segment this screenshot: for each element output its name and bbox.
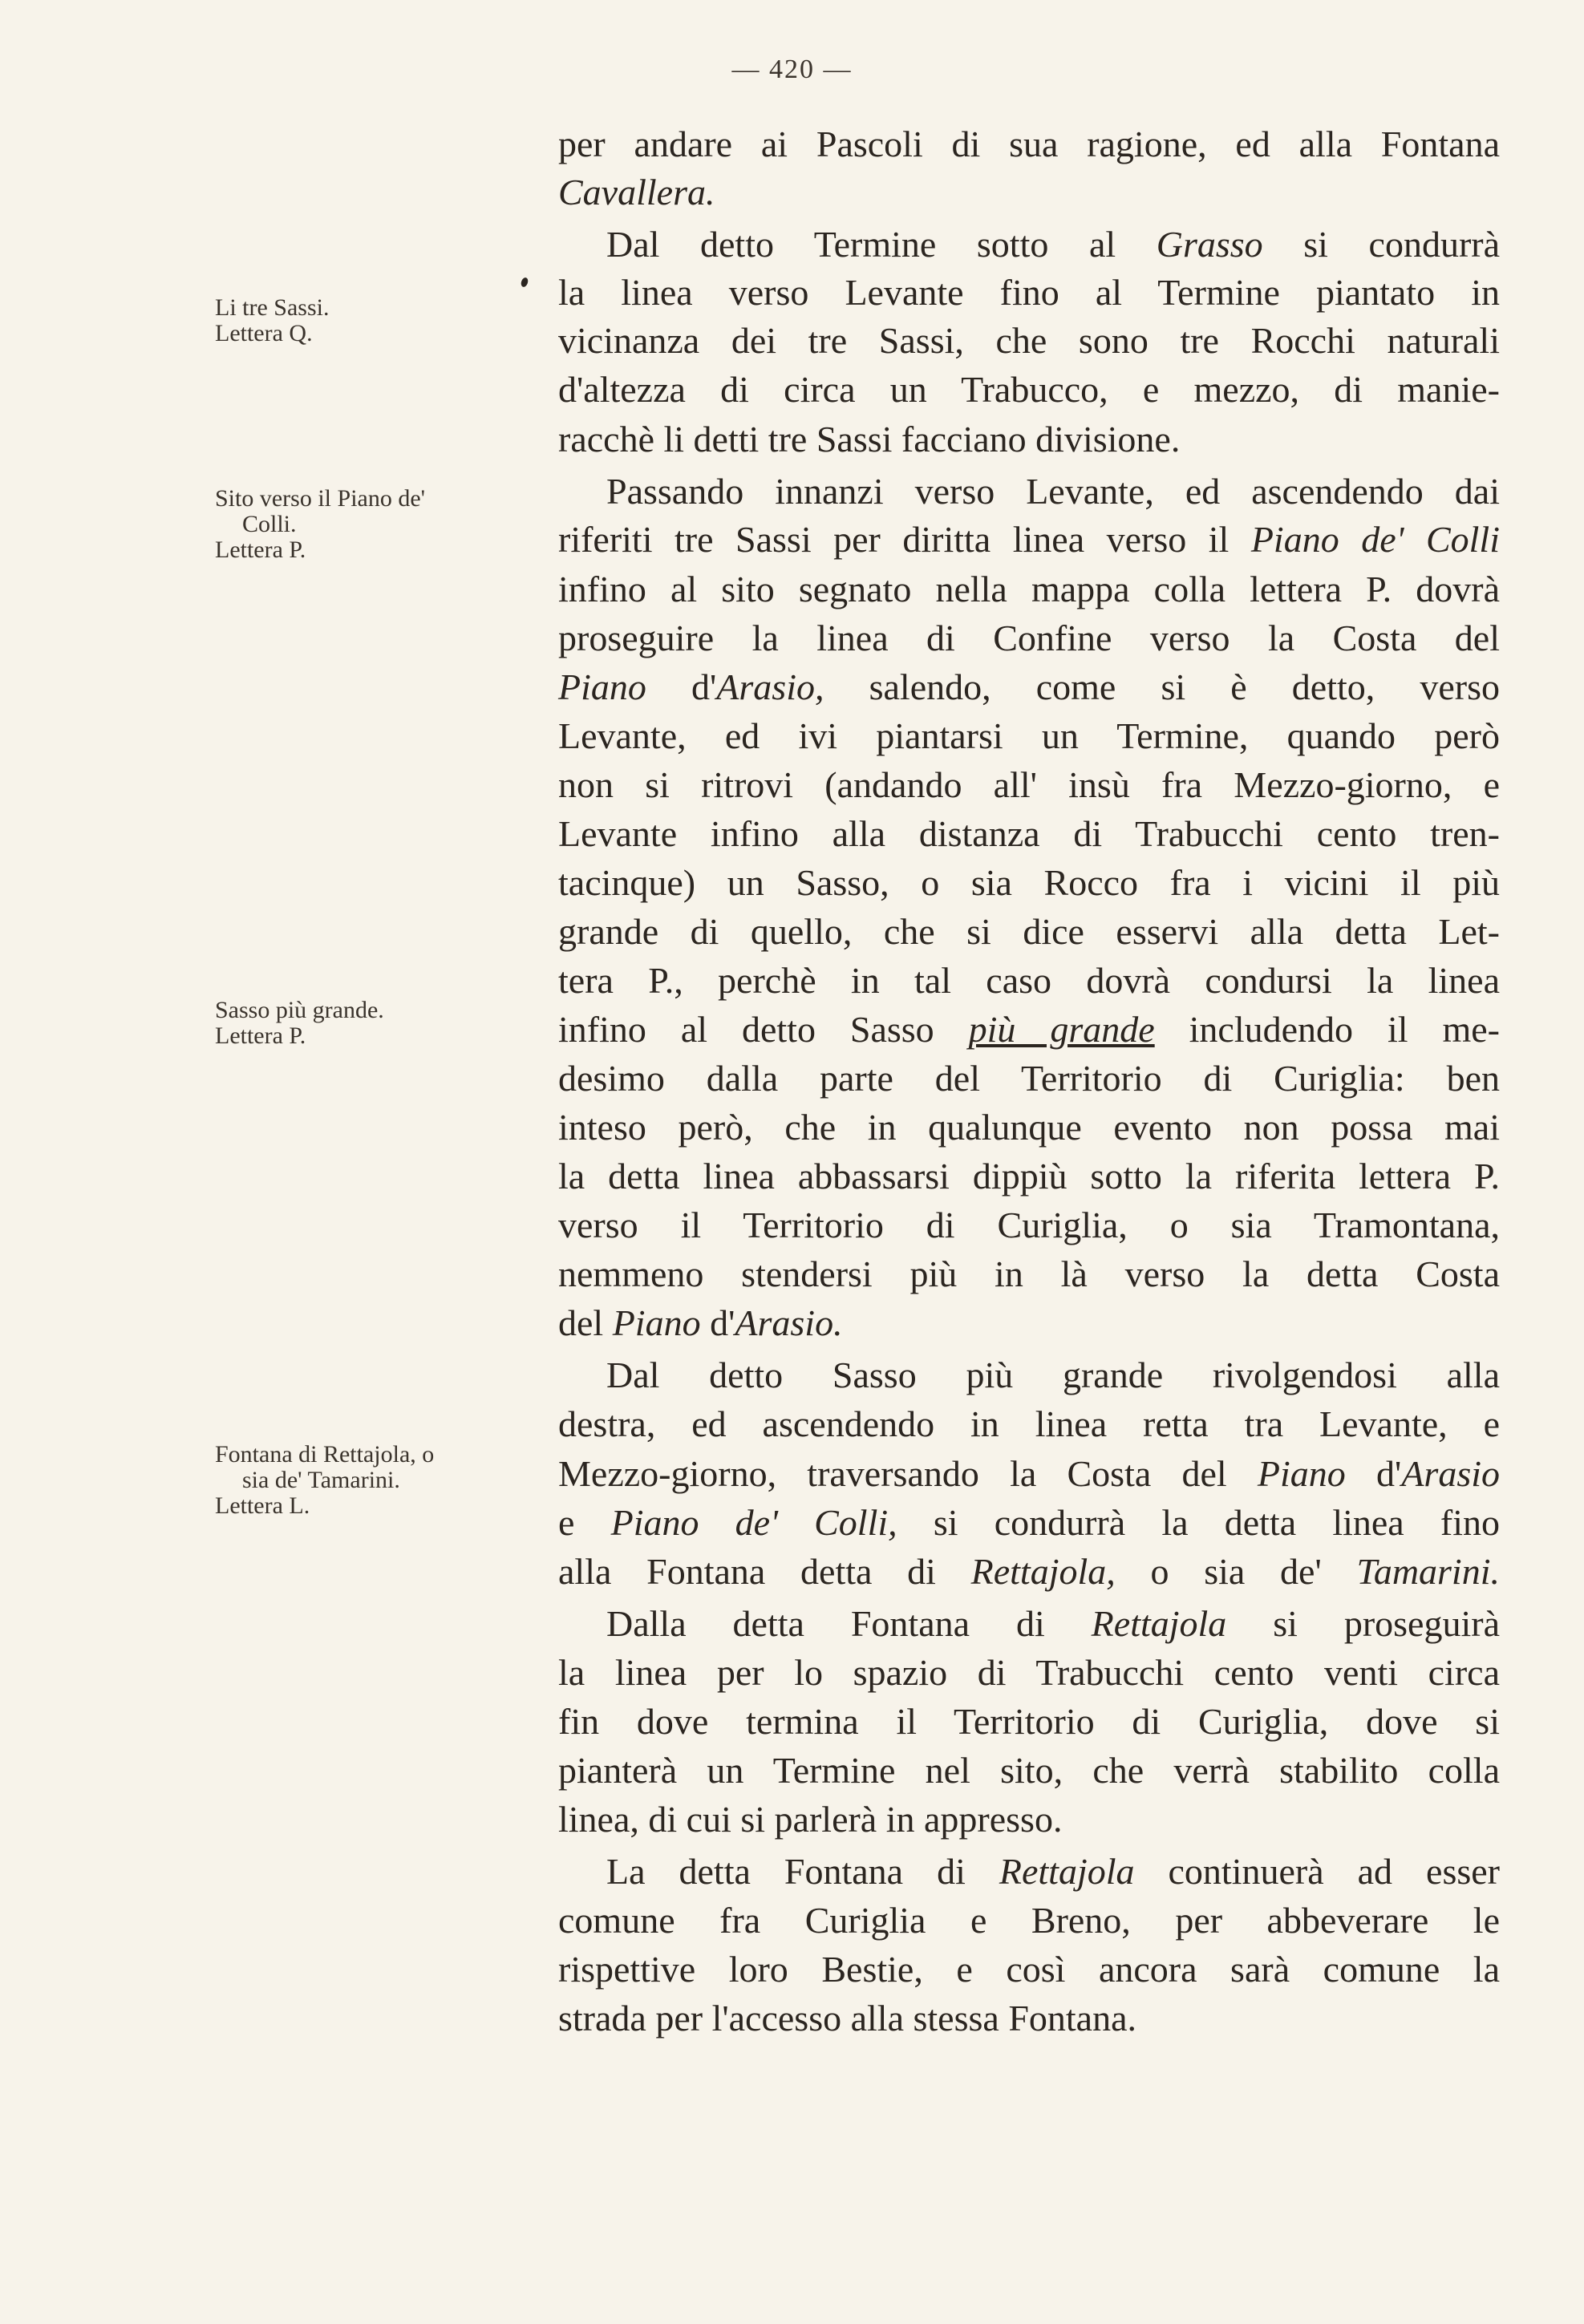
text-line: Dal detto Sasso più grande rivolgendosi alla — [606, 1354, 1500, 1395]
page-number: — 420 — — [731, 55, 853, 84]
text-line: tacinque) un Sasso, o sia Rocco fra i vicini il più — [558, 862, 1500, 903]
text-line: La detta Fontana di Rettajola continuerà ad esser — [606, 1851, 1500, 1892]
text-line: strada per l'accesso alla stessa Fontana. — [558, 1998, 1137, 2039]
text-line: Dal detto Termine sotto al Grasso si condurrà — [606, 224, 1501, 265]
text-line: grande di quello, che si dice esservi alla detta Let- — [558, 911, 1500, 952]
text-line: Passando innanzi verso Levante, ed ascendendo dai — [606, 471, 1500, 512]
text-line: comune fra Curiglia e Breno, per abbeverare le — [558, 1900, 1500, 1941]
text-line: fin dove termina il Territorio di Curiglia, dove si — [558, 1701, 1500, 1742]
text-line: racchè li detti tre Sassi facciano divisione. — [558, 419, 1181, 460]
margin-note-line: Sito verso il Piano de' — [215, 485, 426, 512]
text-line: Cavallera. — [558, 172, 715, 213]
margin-bullet-mark — [520, 277, 529, 288]
text-line: desimo dalla parte del Territorio di Curiglia: ben — [558, 1058, 1500, 1099]
text-line: pianterà un Termine nel sito, che verrà stabilito colla — [558, 1750, 1500, 1791]
margin-note-line: Fontana di Rettajola, o — [215, 1441, 435, 1468]
margin-note-line: Lettera Q. — [215, 320, 313, 346]
text-line: non si ritrovi (andando all' insù fra Mezzo-giorno, e — [558, 764, 1500, 805]
text-line: alla Fontana detta di Rettajola, o sia de' Tamarini. — [558, 1551, 1500, 1592]
text-line: la linea per lo spazio di Trabucchi cento venti circa — [558, 1652, 1500, 1693]
text-line: nemmeno stendersi più in là verso la detta Costa — [558, 1253, 1500, 1294]
text-line: destra, ed ascendendo in linea retta tra Levante, e — [558, 1403, 1500, 1444]
text-line: Mezzo-giorno, traversando la Costa del Piano d'Arasio — [558, 1453, 1500, 1494]
text-line: infino al detto Sasso più grande includendo il me- — [558, 1009, 1500, 1050]
text-line: Piano d'Arasio, salendo, come si è detto, verso — [558, 666, 1500, 707]
margin-note-line: Lettera L. — [215, 1492, 310, 1519]
text-line: inteso però, che in qualunque evento non possa mai — [558, 1107, 1500, 1148]
margin-note-sasso-grande — [215, 998, 520, 1049]
margin-note-line: Sasso più grande. — [215, 997, 384, 1023]
text-line: e Piano de' Colli, si condurrà la detta linea fino — [558, 1502, 1500, 1543]
text-line: infino al sito segnato nella mappa colla lettera P. dovrà — [558, 569, 1500, 609]
margin-note-line: Lettera P. — [215, 1022, 306, 1049]
text-line: Levante, ed ivi piantarsi un Termine, quando però — [558, 715, 1500, 756]
text-line: d'altezza di circa un Trabucco, e mezzo, di manie- — [558, 369, 1500, 410]
margin-note-line: Colli. — [242, 511, 297, 537]
text-line: tera P., perchè in tal caso dovrà condursi la linea — [558, 960, 1500, 1001]
text-line: per andare ai Pascoli di sua ragione, ed alla Fontana — [558, 123, 1500, 164]
margin-note-line: sia de' Tamarini. — [242, 1467, 400, 1493]
text-line: del Piano d'Arasio. — [558, 1302, 843, 1343]
margin-note-line: Li tre Sassi. — [215, 294, 330, 321]
margin-note-fontana-rettajola — [215, 1442, 520, 1519]
text-line: la linea verso Levante fino al Termine piantato in — [558, 272, 1500, 313]
margin-note-line: Lettera P. — [215, 536, 306, 563]
text-line: verso il Territorio di Curiglia, o sia Tramontana, — [558, 1205, 1500, 1245]
margin-note-piano-colli — [215, 486, 520, 563]
margin-note-tre-sassi — [215, 295, 520, 346]
text-line: vicinanza dei tre Sassi, che sono tre Rocchi naturali — [558, 320, 1500, 361]
text-line: proseguire la linea di Confine verso la Costa del — [558, 617, 1500, 658]
text-line: Levante infino alla distanza di Trabucchi cento tren- — [558, 813, 1500, 854]
text-line: rispettive loro Bestie, e così ancora sarà comune la — [558, 1949, 1500, 1990]
text-line: linea, di cui si parlerà in appresso. — [558, 1799, 1063, 1840]
text-line: la detta linea abbassarsi dippiù sotto la riferita lettera P. — [558, 1156, 1500, 1196]
text-line: Dalla detta Fontana di Rettajola si proseguirà — [606, 1603, 1500, 1644]
text-line: riferiti tre Sassi per diritta linea verso il Piano de' Colli — [558, 519, 1500, 560]
